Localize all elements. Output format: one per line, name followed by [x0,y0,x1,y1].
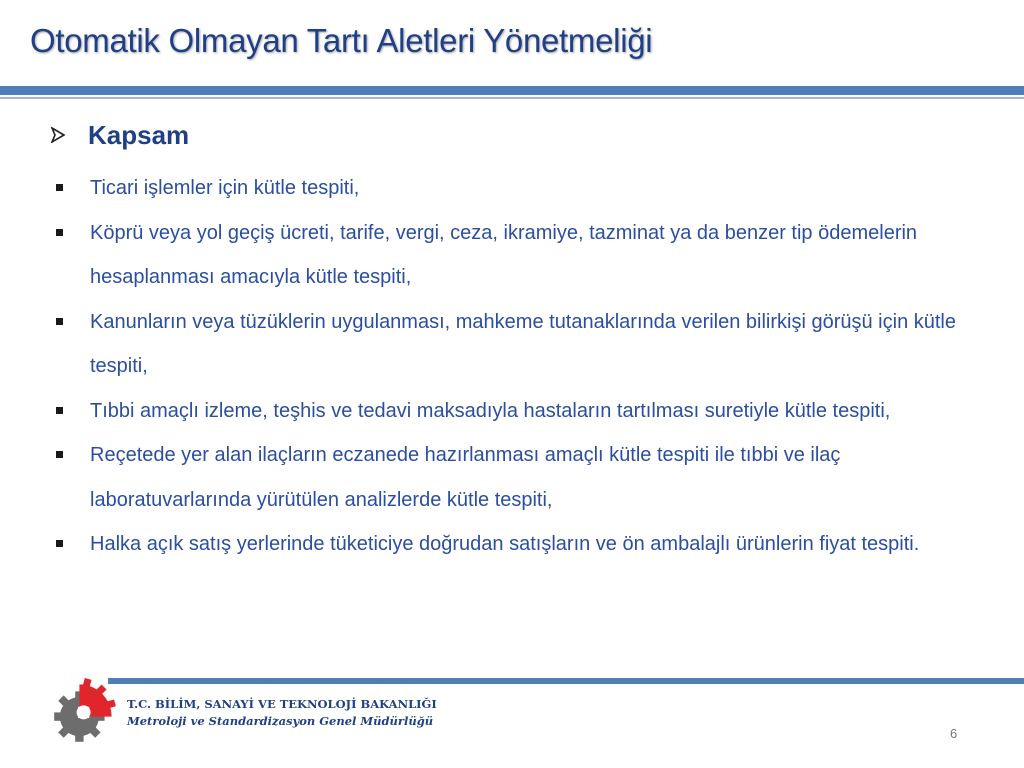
bullet-list [52,166,997,567]
section-heading-row [50,117,189,153]
square-bullet-icon [56,318,63,325]
arrow-bullet-icon [50,127,66,143]
footer-divider [108,678,1024,684]
list-item-text: Reçetede yer alan ilaçların eczanede hazırlanması amaçlı kütle tespiti ile tıbbi ve ilaç laboratuvarlarında yürütülen analizlerde kütle tespiti, [90,444,841,511]
header-divider [0,86,1024,95]
gear-logo-icon [50,676,120,746]
list-item [52,211,997,300]
list-item-text: Halka açık satış yerlerinde tüketiciye doğrudan satışların ve ön ambalajlı ürünlerin fiyat tespiti. [90,533,920,555]
square-bullet-icon [56,229,63,236]
square-bullet-icon [56,407,63,414]
section-heading: Kapsam [88,119,190,150]
list-item [52,300,997,389]
page-number: 6 [950,726,958,741]
square-bullet-icon [56,540,63,547]
list-item [52,166,997,211]
list-item-text: Köprü veya yol geçiş ücreti, tarife, vergi, ceza, ikramiye, tazminat ya da benzer tip ödemelerin hesaplanması amacıyla kütle tespiti, [90,221,918,288]
list-item-text: Ticari işlemler için kütle tespiti, [90,177,360,199]
ministry-line1: T.C. BİLİM, SANAYİ VE TEKNOLOJİ BAKANLIĞI [127,697,437,711]
square-bullet-icon [56,184,63,191]
list-item [52,522,997,567]
ministry-line2: Metroloji ve Standardizasyon Genel Müdürlüğü [127,714,434,728]
square-bullet-icon [56,451,63,458]
slide-title: Otomatik Olmayan Tartı Aletleri Yönetmeliği [30,22,653,59]
list-item [52,389,997,434]
list-item [52,433,997,522]
header-divider-thin [0,97,1024,99]
list-item-text: Kanunların veya tüzüklerin uygulanması, mahkeme tutanaklarında verilen bilirkişi görüşü için kütle tespiti, [90,310,956,377]
list-item-text: Tıbbi amaçlı izleme, teşhis ve tedavi maksadıyla hastaların tartılması suretiyle kütle tespiti, [90,399,891,422]
ministry-name [127,696,437,730]
